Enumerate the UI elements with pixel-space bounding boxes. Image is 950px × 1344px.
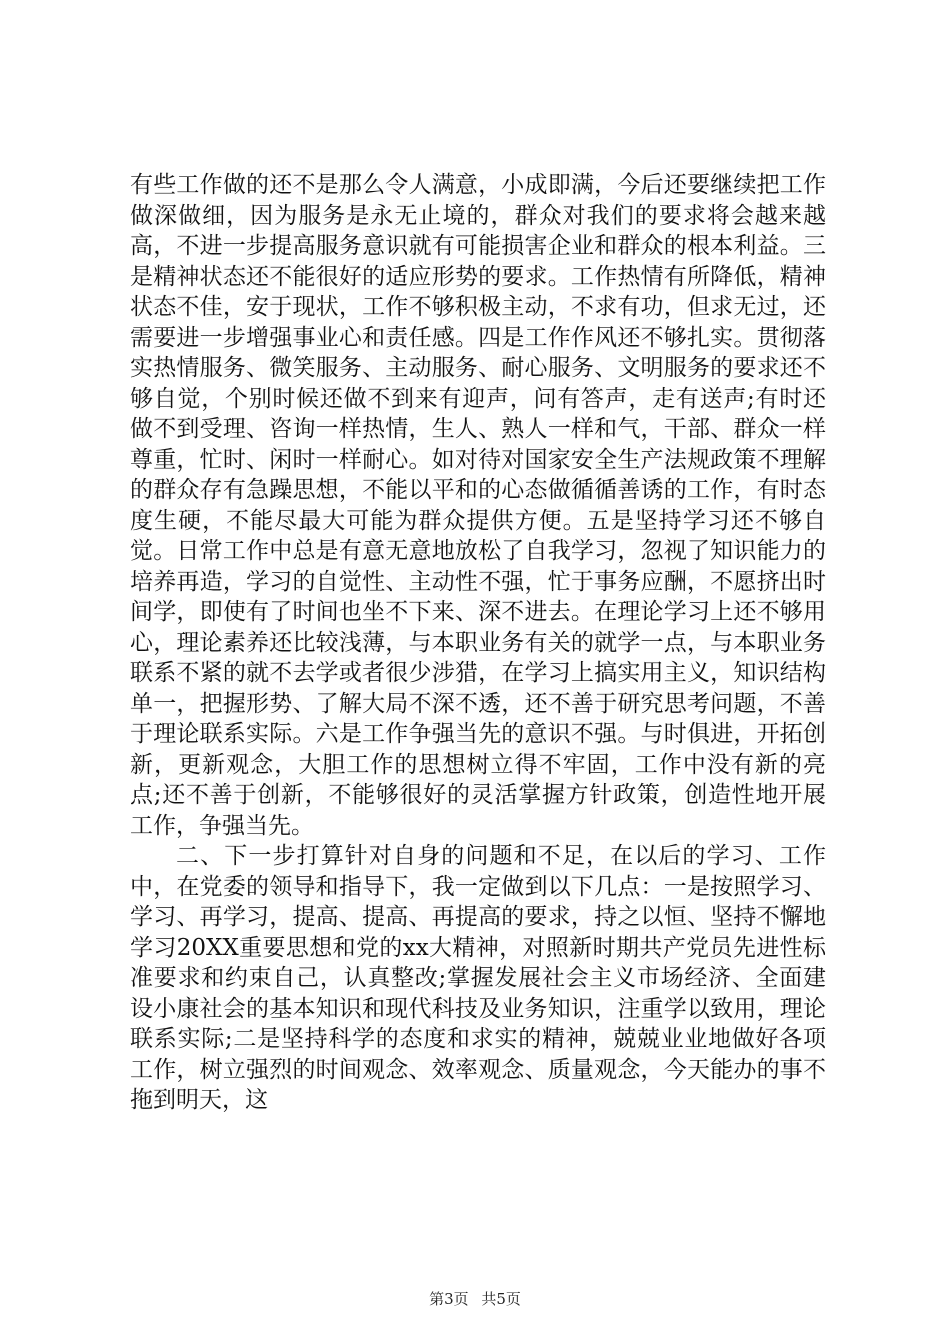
page-number-total: 共5页 <box>481 1290 521 1308</box>
document-body <box>130 170 826 1116</box>
paragraph-1: 有些工作做的还不是那么令人满意，小成即满，今后还要继续把工作做深做细，因为服务是永无止境的，群众对我们的要求将会越来越高，不进一步提高服务意识就有可能损害企业和群众的根本利益。三是精神状态还不能很好的适应形势的要求。工作热情有所降低，精神状态不佳，安于现状，工作不够积极主动，不求有功，但求无过，还需要进一步增强事业心和责任感。四是工作作风还不够扎实。贯彻落实热情服务、微笑服务、主动服务、耐心服务、文明服务的要求还不够自觉，个别时候还做不到来有迎声，问有答声，走有送声;有时还做不到受理、咨询一样热情，生人、熟人一样和气，干部、群众一样尊重，忙时、闲时一样耐心。如对待对国家安全生产法规政策不理解的群众存有急躁思想，不能以平和的心态做循循善诱的工作，有时态度生硬，不能尽最大可能为群众提供方便。五是坚持学习还不够自觉。日常工作中总是有意无意地放松了自我学习，忽视了知识能力的培养再造，学习的自觉性、主动性不强，忙于事务应酬，不愿挤出时间学，即使有了时间也坐不下来、深不进去。在理论学习上还不够用心，理论素养还比较浅薄，与本职业务有关的就学一点，与本职业务联系不紧的就不去学或者很少涉猎，在学习上搞实用主义，知识结构单一，把握形势、了解大局不深不透，还不善于研究思考问题，不善于理论联系实际。六是工作争强当先的意识不强。与时俱进，开拓创新，更新观念，大胆工作的思想树立得不牢固，工作中没有新的亮点;还不善于创新，不能够很好的灵活掌握方针政策，创造性地开展工作，争强当先。 <box>130 172 826 839</box>
page-number-current: 第3页 <box>429 1290 469 1308</box>
page-footer <box>0 1288 950 1309</box>
paragraph-2: 二、下一步打算针对自身的问题和不足，在以后的学习、工作中，在党委的领导和指导下，我一定做到以下几点：一是按照学习、学习、再学习，提高、提高、再提高的要求，持之以恒、坚持不懈地学习20XX重要思想和党的xx大精神，对照新时期共产党员先进性标准要求和约束自己，认真整改;掌握发展社会主义市场经济、全面建设小康社会的基本知识和现代科技及业务知识，注重学以致用，理论联系实际;二是坚持科学的态度和求实的精神，兢兢业业地做好各项工作，树立强烈的时间观念、效率观念、质量观念，今天能办的事不拖到明天，这 <box>130 843 826 1113</box>
